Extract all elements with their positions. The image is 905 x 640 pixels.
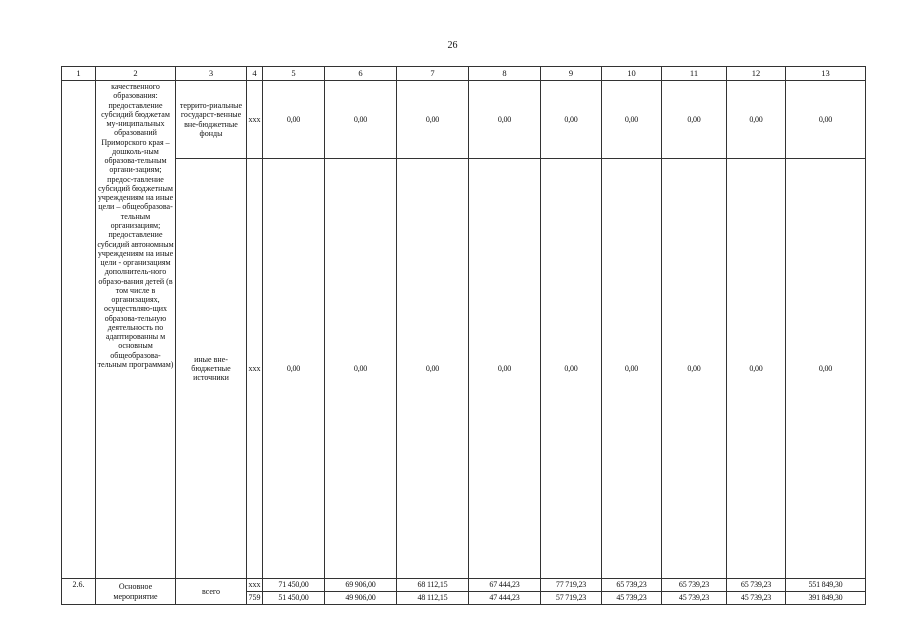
value-cell: 0,00	[263, 81, 325, 159]
budget-code: 759	[247, 592, 263, 605]
budget-code: ххх	[247, 81, 263, 159]
value-cell: 57 719,23	[541, 592, 602, 605]
column-header-10: 10	[602, 67, 662, 81]
value-cell: 0,00	[662, 159, 727, 579]
value-cell: 0,00	[602, 81, 662, 159]
value-cell: 0,00	[469, 159, 541, 579]
value-cell: 65 739,23	[727, 579, 786, 592]
value-cell: 0,00	[541, 159, 602, 579]
value-cell: 0,00	[602, 159, 662, 579]
value-cell: 77 719,23	[541, 579, 602, 592]
value-cell: 71 450,00	[263, 579, 325, 592]
column-header-9: 9	[541, 67, 602, 81]
value-cell: 47 444,23	[469, 592, 541, 605]
column-header-5: 5	[263, 67, 325, 81]
value-cell: 391 849,30	[786, 592, 866, 605]
funding-source: всего	[176, 579, 247, 605]
value-cell: 551 849,30	[786, 579, 866, 592]
value-cell: 0,00	[397, 81, 469, 159]
value-cell: 48 112,15	[397, 592, 469, 605]
measure-name: Основное мероприятие	[96, 579, 176, 605]
value-cell: 65 739,23	[662, 579, 727, 592]
column-header-12: 12	[727, 67, 786, 81]
value-cell: 0,00	[325, 81, 397, 159]
measure-description: качественного образования: предоставление субсидий бюджетам му-ниципальных образований Приморского края – дошколь-ным образова-тельным органи-зациям; предос-тавление субсидий бюджетным учреждениям на иные цели – общеобразова-тельным организациям; предоставление субсидий автономным учреждениям на иные цели - организациям дополнитель-ного образо-вания детей (в том числе в организациях, осуществляю-щих образова-тельную деятельность по адаптированны м основным общеобразова-тельным программам)	[96, 81, 176, 579]
column-header-8: 8	[469, 67, 541, 81]
column-header-1: 1	[62, 67, 96, 81]
value-cell: 65 739,23	[602, 579, 662, 592]
value-cell: 0,00	[397, 159, 469, 579]
column-header-11: 11	[662, 67, 727, 81]
value-cell: 0,00	[727, 159, 786, 579]
budget-table	[61, 66, 866, 605]
value-cell: 0,00	[786, 159, 866, 579]
value-cell: 0,00	[469, 81, 541, 159]
value-cell: 0,00	[662, 81, 727, 159]
page-number: 26	[447, 40, 458, 51]
value-cell: 0,00	[786, 81, 866, 159]
column-header-13: 13	[786, 67, 866, 81]
value-cell: 0,00	[541, 81, 602, 159]
column-header-2: 2	[96, 67, 176, 81]
column-header-6: 6	[325, 67, 397, 81]
value-cell: 67 444,23	[469, 579, 541, 592]
value-cell: 0,00	[325, 159, 397, 579]
budget-code: ххх	[247, 159, 263, 579]
value-cell: 49 906,00	[325, 592, 397, 605]
value-cell: 0,00	[727, 81, 786, 159]
table-row	[62, 579, 866, 592]
row-number: 2.6.	[62, 579, 96, 605]
value-cell: 51 450,00	[263, 592, 325, 605]
value-cell: 0,00	[263, 159, 325, 579]
funding-source: иные вне-бюджетные источники	[176, 159, 247, 579]
row-number-cell	[62, 81, 96, 579]
value-cell: 45 739,23	[727, 592, 786, 605]
value-cell: 68 112,15	[397, 579, 469, 592]
value-cell: 45 739,23	[602, 592, 662, 605]
budget-code: ххх	[247, 579, 263, 592]
value-cell: 69 906,00	[325, 579, 397, 592]
value-cell: 45 739,23	[662, 592, 727, 605]
column-header-4: 4	[247, 67, 263, 81]
header-row	[62, 67, 866, 81]
table-row	[62, 81, 866, 159]
funding-source: террито-риальные государст-венные вне-бюджетные фонды	[176, 81, 247, 159]
table-row	[62, 159, 866, 579]
column-header-7: 7	[397, 67, 469, 81]
column-header-3: 3	[176, 67, 247, 81]
